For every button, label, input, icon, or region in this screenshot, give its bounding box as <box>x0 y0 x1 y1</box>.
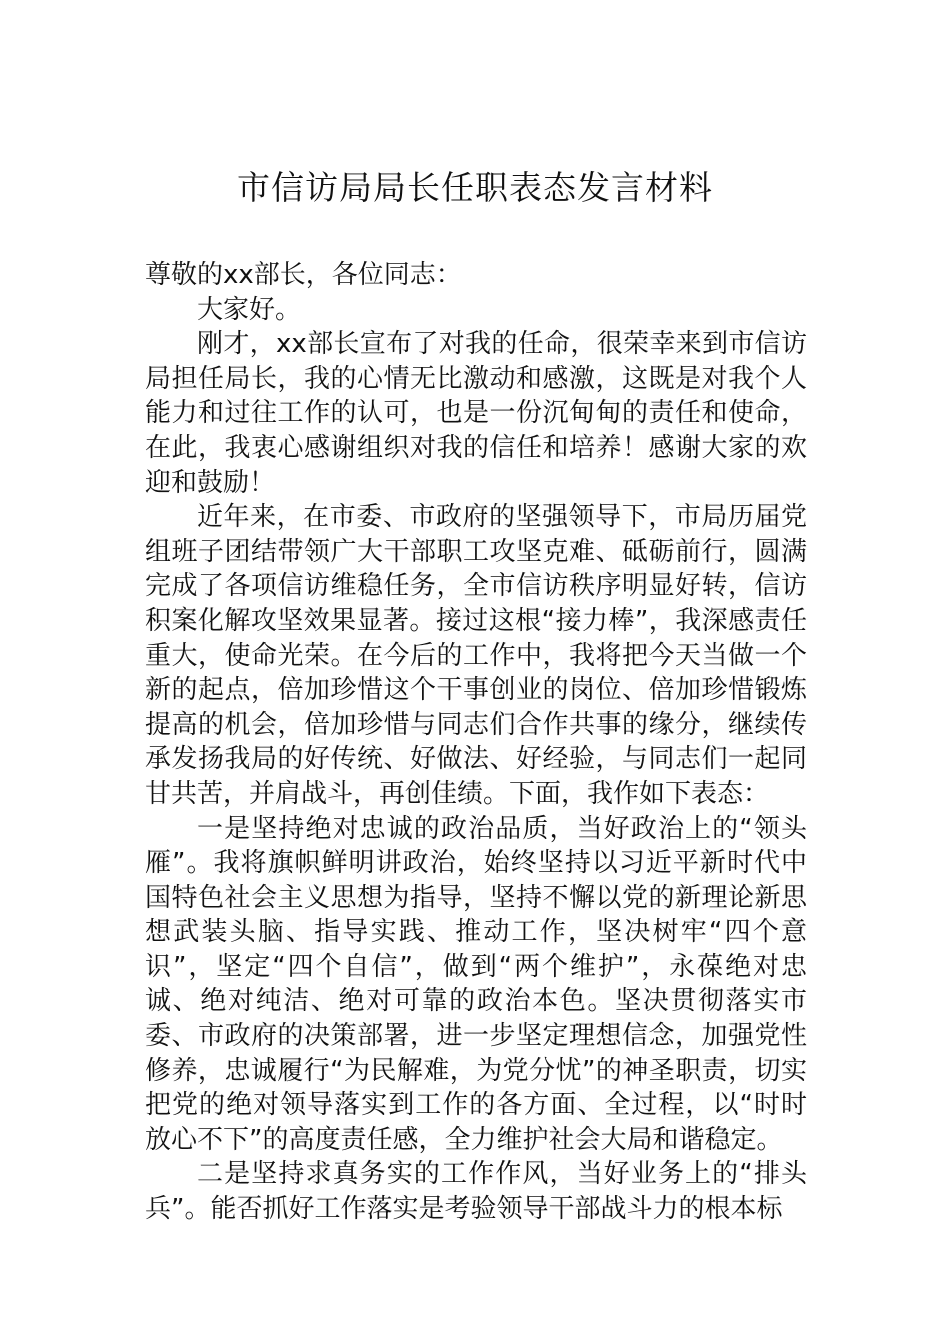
paragraph-background: 近年来，在市委、市政府的坚强领导下，市局历届党组班子团结带领广大干部职工攻坚克难、砥砺前行，圆满完成了各项信访维稳任务，全市信访秩序明显好转，信访积案化解攻坚效果显著。接过这根“接力棒”，我深感责任重大，使命光荣。在今后的工作中，我将把今天当做一个新的起点，倍加珍惜这个干事创业的岗位、倍加珍惜锻炼提高的机会，倍加珍惜与同志们合作共事的缘分，继续传承发扬我局的好传统、好做法、好经验，与同志们一起同甘共苦，并肩战斗，再创佳绩。下面，我作如下表态： <box>145 502 807 809</box>
paragraph-greeting: 大家好。 <box>197 294 302 325</box>
paragraph-point-one: 一是坚持绝对忠诚的政治品质，当好政治上的“领头雁”。我将旗帜鲜明讲政治，始终坚持以习近平新时代中国特色社会主义思想为指导，坚持不懈以党的新理论新思想武装头脑、指导实践、推动工作，坚决树牢“四个意识”，坚定“四个自信”，做到“两个维护”，永葆绝对忠诚、绝对纯洁、绝对可靠的政治本色。坚决贯彻落实市委、市政府的决策部署，进一步坚定理想信念，加强党性修养，忠诚履行“为民解难，为党分忧”的神圣职责，切实把党的绝对领导落实到工作的各方面、全过程，以“时时放心不下”的高度责任感，全力维护社会大局和谐稳定。 <box>145 813 807 1155</box>
document-title: 市信访局局长任职表态发言材料 <box>237 168 713 207</box>
paragraph-appointment: 刚才，xx部长宣布了对我的任命，很荣幸来到市信访局担任局长，我的心情无比激动和感激，这既是对我个人能力和过往工作的认可，也是一份沉甸甸的责任和使命，在此，我衷心感谢组织对我的信任和培养！感谢大家的欢迎和鼓励！ <box>145 329 807 498</box>
paragraph-point-two: 二是坚持求真务实的工作作风，当好业务上的“排头兵”。能否抓好工作落实是考验领导干部战斗力的根本标 <box>145 1159 807 1225</box>
document-body <box>145 258 807 1227</box>
salutation: 尊敬的xx部长，各位同志： <box>145 260 462 290</box>
